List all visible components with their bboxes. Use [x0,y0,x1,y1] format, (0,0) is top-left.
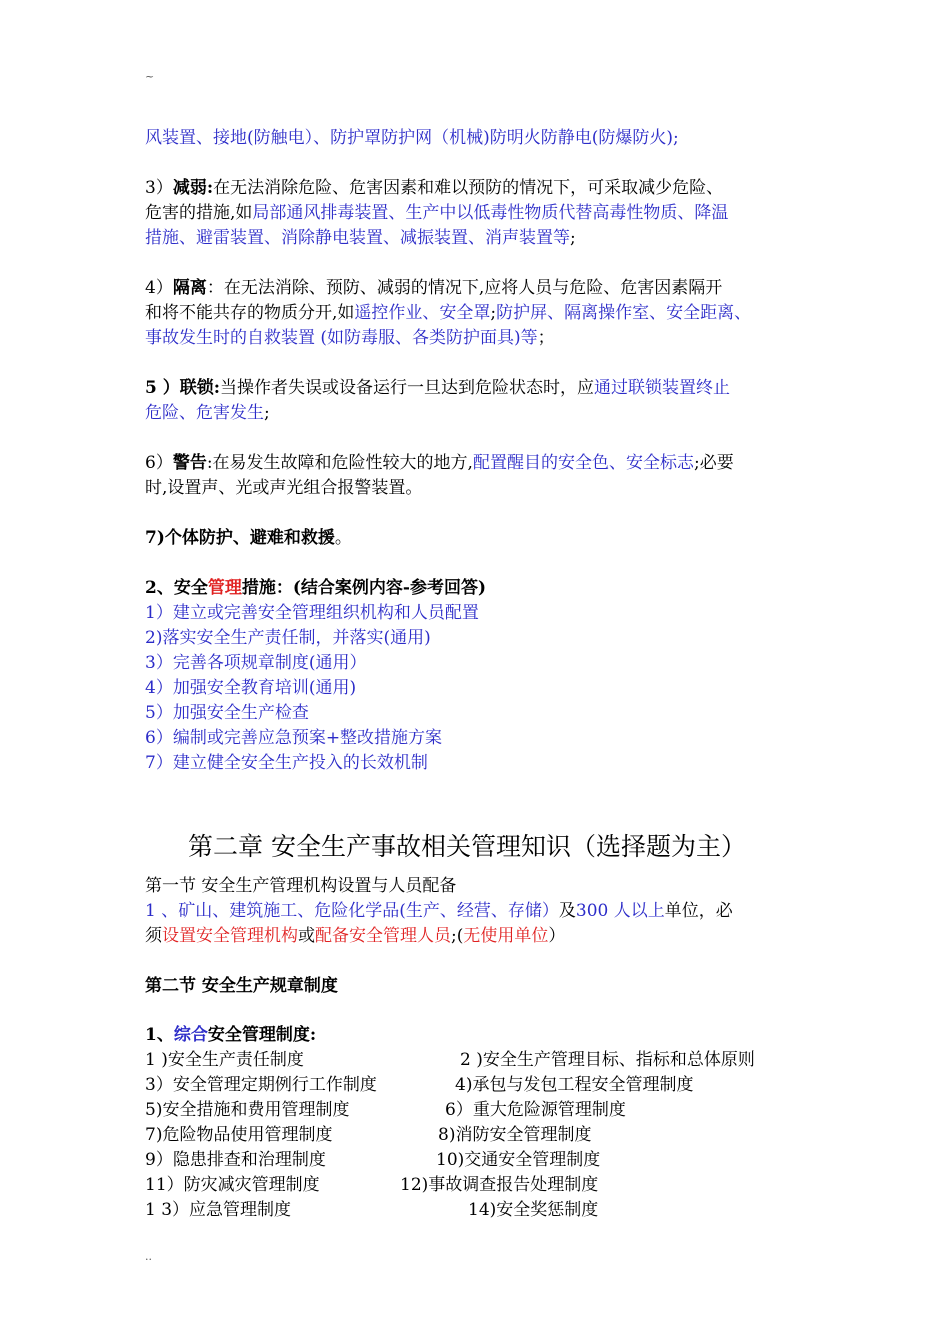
p5-line2 [145,401,270,425]
system-item: 5)安全措施和费用管理制度 [145,1100,350,1120]
p4-text4: ; [490,303,497,323]
s1-l1d: 300 人以上 [575,901,665,921]
system-item: 6）重大危险源管理制度 [445,1100,626,1120]
management-heading-a: 2、安全 [145,578,208,598]
system-item: 4)承包与发包工程安全管理制度 [455,1075,694,1095]
s1-l2c: 或 [298,926,315,946]
section1-line1 [145,899,733,923]
p6-text3: ;必要 [693,453,734,473]
p5-line1 [145,376,730,400]
p4-line2 [145,301,751,325]
intro-line: 风装置、接地(防触电）、防护罩防护网（机械)防明火防静电(防爆防火); [145,128,679,148]
p3-text4-end: ; [570,228,576,248]
section1-line2 [145,924,565,948]
management-heading-c: 措施：(结合案例内容-参考回答) [241,578,486,598]
system-item: 8)消防安全管理制度 [438,1125,592,1145]
management-item: 1）建立或完善安全管理组织机构和人员配置 [145,603,479,623]
p6-num: 6） [145,453,173,473]
system-item: 2 )安全生产管理目标、指标和总体原则 [460,1050,755,1070]
p3-line2 [145,201,728,225]
p3-line3 [145,226,576,250]
system-item: 9）隐患排查和治理制度 [145,1150,326,1170]
p4-text6-end: ； [537,328,555,348]
system-item: 10)交通安全管理制度 [436,1150,601,1170]
p5-text3: 危险、危害发生 [145,403,264,423]
p7-end: 。 [334,528,352,548]
s1-l2d: 配备安全管理人员 [315,926,451,946]
s1-l1a: 1 、 [145,901,179,921]
section2-title: 第二节 安全生产规章制度 [145,976,338,996]
p4-text1: ：在无法消除、预防、减弱的情况下,应将人员与危险、危害因素隔开 [206,278,723,298]
footer-mark: .. [145,1250,152,1263]
p3-text2: 危害的措施,如 [145,203,253,223]
p3-text1: 在无法消除危险、危害因素和难以预防的情况下，可采取减少危险、 [213,178,724,198]
management-item: 4）加强安全教育培训(通用) [145,678,357,698]
management-item: 5）加强安全生产检查 [145,703,309,723]
p7-line [145,526,352,550]
p4-text6: 事故发生时的自救装置 (如防毒服、各类防护面具)等 [145,328,538,348]
p3-head: 减弱: [172,178,214,198]
p6-line1 [145,451,734,475]
s1-l2b: 设置安全管理机构 [162,926,298,946]
system-item: 1 3）应急管理制度 [145,1200,292,1220]
p5-head: 5 ）联锁: [145,378,221,398]
p3-line1 [145,176,723,200]
management-item: 7）建立健全安全生产投入的长效机制 [145,753,428,773]
comp-c: 安全管理制度: [207,1025,317,1045]
s1-l1e: 单位，必 [664,901,733,921]
system-item: 11）防灾减灾管理制度 [145,1175,320,1195]
p4-text3: 遥控作业、安全罩 [354,303,491,323]
s1-l1c: 及 [558,901,576,921]
p3-text4: 措施、避雷装置、消除静电装置、减振装置、消声装置等 [145,228,570,248]
system-item: 14)安全奖惩制度 [468,1200,599,1220]
comp-a: 1、 [145,1025,174,1045]
management-heading-b: 管理 [207,578,242,598]
p4-num: 4） [145,278,173,298]
p6-line2: 时,设置声、光或声光组合报警装置。 [145,478,423,498]
p5-text3-end: ; [264,403,270,423]
system-item: 12)事故调查报告处理制度 [400,1175,599,1195]
p6-text2: 配置醒目的安全色、安全标志 [472,453,694,473]
p5-text1: 当操作者失误或设备运行一旦达到危险状态时，应 [220,378,595,398]
s1-l2a: 须 [145,926,162,946]
p6-text1: :在易发生故障和危险性较大的地方, [206,453,473,473]
management-heading [145,576,486,600]
comprehensive-heading [145,1023,316,1047]
comp-b: 综合 [173,1025,208,1045]
p4-text5: 防护屏、隔离操作室、安全距离、 [496,303,752,323]
management-item: 3）完善各项规章制度(通用） [145,653,367,673]
p4-head: 隔离 [172,278,207,298]
p7-head: 7)个体防护、避难和救援 [145,528,335,548]
management-item: 2)落实安全生产责任制，并落实(通用) [145,628,431,648]
p3-num: 3） [145,178,173,198]
s1-l2f: 无使用单位 [463,926,549,946]
p3-text3: 局部通风排毒装置、生产中以低毒性物质代替高毒性物质、降温 [252,203,729,223]
p4-text2: 和将不能共存的物质分开,如 [145,303,355,323]
s1-l2g: ） [548,926,566,946]
p5-text2: 通过联锁装置终止 [594,378,731,398]
p4-line1 [145,276,722,300]
p4-line3 [145,326,555,350]
system-item: 1 )安全生产责任制度 [145,1050,304,1070]
section1-title: 第一节 安全生产管理机构设置与人员配备 [145,876,457,896]
s1-l1b: 矿山、建筑施工、危险化学品(生产、经营、存储） [178,901,559,921]
header-mark: ~ [145,70,155,83]
management-item: 6）编制或完善应急预案+整改措施方案 [145,728,443,748]
chapter-title: 第二章 安全生产事故相关管理知识（选择题为主） [188,832,746,861]
system-item: 7)危险物品使用管理制度 [145,1125,333,1145]
p6-head: 警告 [172,453,207,473]
s1-l2e: ;( [451,926,464,946]
system-item: 3）安全管理定期例行工作制度 [145,1075,377,1095]
